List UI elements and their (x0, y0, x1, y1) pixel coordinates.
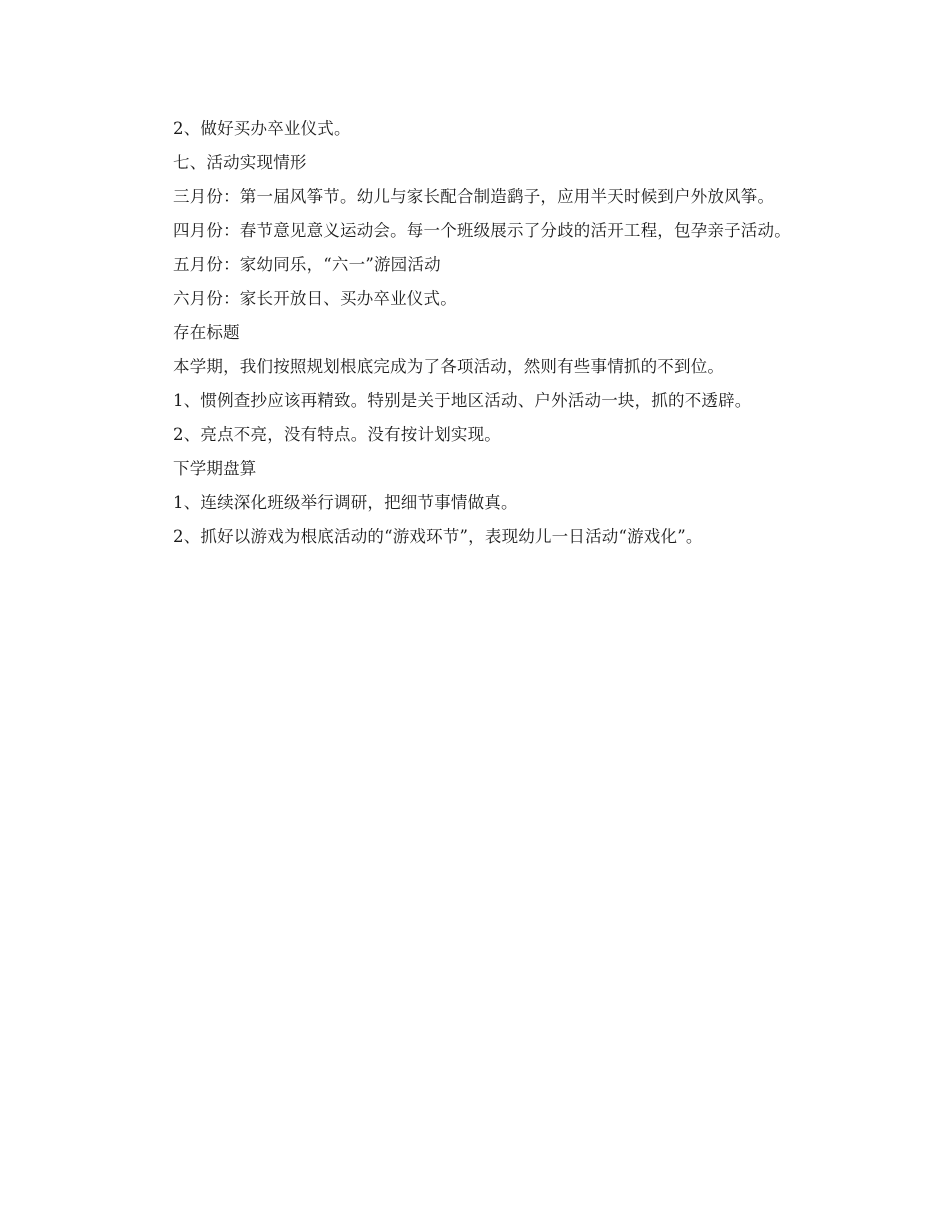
heading-existing-problems: 存在标题 (173, 323, 240, 342)
paragraph-plan-1: 1、连续深化班级举行调研，把细节事情做真。 (173, 493, 518, 512)
document-body (140, 112, 815, 554)
heading-activity-implementation: 七、活动实现情形 (173, 153, 307, 172)
paragraph-march: 三月份：第一届风筝节。幼儿与家长配合制造鹞子，应用半天时候到户外放风筝。 (173, 187, 775, 206)
paragraph-semester-summary: 本学期，我们按照规划根底完成为了各项活动，然则有些事情抓的不到位。 (173, 357, 725, 376)
paragraph-graduation-ceremony: 2、做好买办卒业仪式。 (173, 119, 351, 138)
paragraph-problem-2: 2、亮点不亮，没有特点。没有按计划实现。 (173, 425, 501, 444)
paragraph-plan-2: 2、抓好以游戏为根底活动的“游戏环节”，表现幼儿一日活动“游戏化”。 (173, 527, 703, 546)
paragraph-may: 五月份：家幼同乐，“六一”游园活动 (173, 255, 441, 274)
paragraph-june: 六月份：家长开放日、买办卒业仪式。 (173, 289, 457, 308)
paragraph-problem-1: 1、惯例查抄应该再精致。特别是关于地区活动、户外活动一块，抓的不透辟。 (173, 391, 752, 410)
paragraph-april: 四月份：春节意见意义运动会。每一个班级展示了分歧的活开工程，包孕亲子活动。 (173, 221, 791, 240)
heading-next-semester-plan: 下学期盘算 (173, 459, 257, 478)
